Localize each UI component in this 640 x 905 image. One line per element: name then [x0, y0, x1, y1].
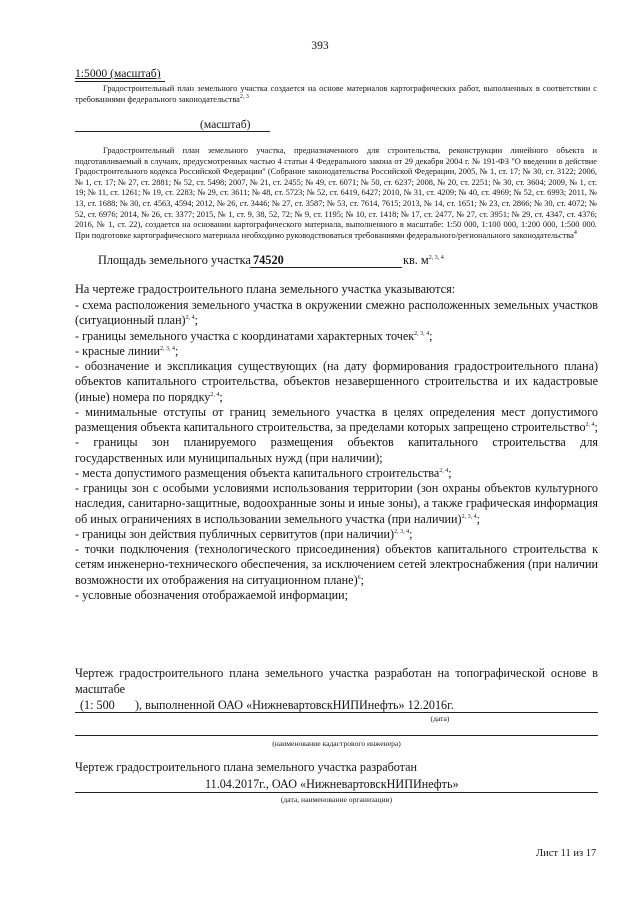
list-item: - условные обозначения отображаемой информации;: [75, 587, 348, 602]
topo-line: [75, 712, 598, 713]
list-item: - места допустимого размещения объекта капитального строительства$^{2, 4}$;: [75, 465, 452, 480]
list-item: - границы зон действия публичных сервитутов (при наличии)$^{2, 3, 4}$;: [75, 526, 413, 541]
scale-label-1: 1:5000 (масштаб): [75, 67, 161, 80]
drawing-items: [75, 298, 598, 603]
list-item: - схема расположения земельного участка в окружении смежно расположенных земельных участков (ситуационный план)$^{2, 4}$;: [75, 298, 598, 328]
drawing-intro: На чертеже градостроительного плана земельного участка указываются:: [75, 282, 456, 296]
list-item: - минимальные отступы от границ земельного участка в целях определения мест допустимого размещения объекта капитального строительства, за пределами которых запрещено строительство$^{2, 4}$;: [75, 404, 598, 434]
caption-engineer: (наименование кадастрового инженера): [272, 739, 401, 748]
scale-label-2: (масштаб): [200, 118, 251, 131]
area-row: [98, 253, 444, 268]
topo-text: Чертеж градостроительного плана земельного участка разработан на топографической основе в масштабе: [75, 666, 598, 696]
topo-scale: (1: 500: [80, 698, 115, 712]
area-unit: кв. $м^{2, 3, 4}$: [403, 253, 444, 267]
topo-rest: ), выполненной ОАО «НижневартовскНИПИнефть» 12.2016г.: [135, 698, 454, 712]
developer-line: [75, 792, 598, 793]
page-number: 393: [311, 40, 329, 52]
scale-note-1: Градостроительный план земельного участка создается на основе материалов картографических работ, выполненных в соответствии с требованиями федерального законодательства$^{2, 3}$: [75, 84, 597, 104]
area-value: 74520: [253, 253, 284, 267]
developer-text: Чертеж градостроительного плана земельного участка разработан: [75, 760, 418, 774]
list-item: - границы земельного участка с координатами характерных точек$^{2, 3, 4}$;: [75, 328, 433, 343]
list-item: - границы зон планируемого размещения объектов капитального строительства для государственных или муниципальных нужд (при наличии);: [75, 435, 598, 465]
engineer-line: [75, 735, 598, 736]
scale-line-1: [75, 81, 165, 82]
developer-value: 11.04.2017г., ОАО «НижневартовскНИПИнефть»: [205, 777, 459, 791]
caption-date: (дата): [430, 714, 450, 723]
list-item: - границы зон с особыми условиями использования территории (зон охраны объектов культурного наследия, санитарно-защитные, водоохранные зоны и иные зоны), а также графическая информация об иных ограничениях в использовании земельного участка (при наличии)$^{2, 3, 4}$;: [75, 481, 598, 526]
list-item: - точки подключения (технологического присоединения) объектов капитального строительства к сетям инженерно-технического обеспечения, за исключением сетей электроснабжения (при наличии возможности их отображения на ситуационном плане)$^6$;: [75, 542, 598, 587]
list-item: - обозначение и экспликация существующих (на дату формирования градостроительного плана) объектов капитального строительства, объектов незавершенного строительства и их кадастровые (иные) номера по порядку$^{2, 4}$;: [75, 359, 598, 404]
scale-note-2: Градостроительный план земельного участка, предназначенного для строительства, реконструкции линейного объекта и подготавливаемый в случаях, предусмотренных частью 4 статьи 4 Федерального закона от 29 декабря 2004 г. № 191-ФЗ "О введении в действие Градостроительного кодекса Российской Федерации" (Собрание законодательства Российской Федерации, 2005, № 1, ст. 17; № 30, ст. 3122; 2006, № 1, ст. 17; № 27, ст. 2881; № 52, ст. 5498; 2007, № 21, ст. 2455; № 49, ст. 6071; № 50, ст. 6237; 2008, № 20, ст. 2251; № 30, ст. 3604; 2009, № 1, ст. 19; № 11, ст. 1261; № 19, ст. 2283; № 29, ст. 3611; № 48, ст. 5723; № 52, ст. 6419, 6427; 2010, № 31, ст. 4209; № 40, ст. 4969; № 52, ст. 6993; 2011, № 13, ст. 1688; № 30, ст. 4563, 4594; 2012, № 26, ст. 3446; № 27, ст. 3587; № 53, ст. 7614, 7615; 2013, № 14, ст. 1651; № 23, ст. 2866; № 30, ст. 4072; № 52, ст. 6976; 2014, № 26, ст. 3377; 2015, № 1, ст. 9, 38, 52, 72; № 9, ст. 1195; № 10, ст. 1418; № 17, ст. 2477, № 27, ст. 3951; № 29, ст. 4347, ст. 4376; 2016, № 1, ст. 22), создается на основании картографического материала, выполненного в масштабе: 1:50 000, 1:100 000, 1:200 000, 1:500 000. При подготовке картографического материала необходимо руководствоваться требованиями федерального/регионального законодательства$^4$: [75, 146, 597, 240]
caption-organization: (дата, наименование организации): [280, 795, 393, 804]
area-line: [250, 267, 402, 268]
topo-scale-row: [80, 698, 454, 713]
area-label: Площадь земельного участка: [98, 253, 251, 267]
list-item: - красные линии$^{2, 3, 4}$;: [75, 343, 179, 358]
sheet-number: Лист 11 из 17: [536, 848, 597, 859]
